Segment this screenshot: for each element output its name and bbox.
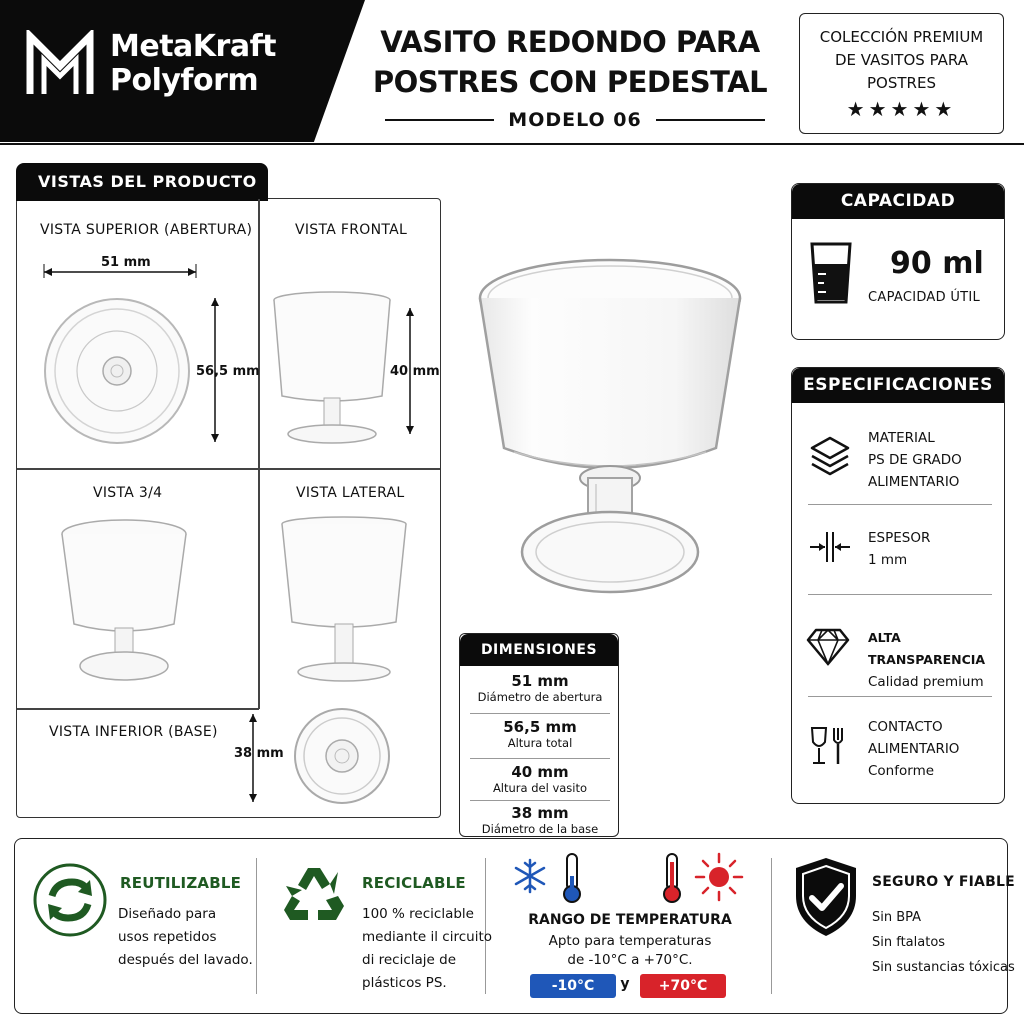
spec-transparency-title: ALTA TRANSPARENCIA <box>868 630 986 667</box>
collection-line3: POSTRES <box>867 74 936 92</box>
dimension-value: 40 mm <box>511 763 569 781</box>
top-view-height: 56,5 mm <box>196 364 260 379</box>
dimensions-header: DIMENSIONES <box>460 634 618 666</box>
model-label: MODELO 06 <box>508 109 642 131</box>
spec-thickness-title: ESPESOR <box>868 530 931 546</box>
divider <box>385 119 494 121</box>
front-view-height: 40 mm <box>390 364 440 379</box>
feature-safe-line2: Sin ftalatos <box>872 935 946 950</box>
feature-temperature-body <box>500 932 760 970</box>
feature-reusable-line3: después del lavado. <box>118 952 253 968</box>
snowflake-icon <box>512 858 548 894</box>
dimension-row <box>460 672 619 705</box>
feature-recyclable-line2: mediante il circuito <box>362 929 492 945</box>
title-line2: POSTRES CON PEDESTAL <box>372 65 768 99</box>
divider <box>470 713 610 714</box>
top-view-width: 51 mm <box>101 255 151 270</box>
bottom-view-dimension: 38 mm <box>234 746 284 761</box>
dimension-desc: Altura del vasito <box>492 781 588 795</box>
recycle-icon <box>280 860 350 932</box>
dimension-value: 38 mm <box>511 804 569 822</box>
min-temperature-badge: -10°C <box>530 974 616 998</box>
collection-badge <box>799 13 1004 134</box>
brand-logo-icon <box>26 30 94 98</box>
spec-material-line2: PS DE GRADO <box>868 452 962 468</box>
grid-divider <box>17 708 259 710</box>
measuring-cup-icon <box>808 240 854 306</box>
side-view-label: VISTA LATERAL <box>296 485 405 501</box>
three-quarter-view-image <box>58 516 190 686</box>
dimension-desc: Altura total <box>507 736 573 750</box>
dimension-value: 51 mm <box>511 672 569 690</box>
page-title <box>370 22 770 102</box>
feature-temperature-title: RANGO DE TEMPERATURA <box>528 912 732 928</box>
sun-icon <box>694 852 744 902</box>
grid-divider <box>258 199 260 709</box>
divider <box>808 594 992 595</box>
bottom-view-label: VISTA INFERIOR (BASE) <box>49 724 218 740</box>
model-row <box>385 106 765 134</box>
grid-divider <box>17 468 440 470</box>
feature-safe-line3: Sin sustancias tóxicas <box>872 960 1015 975</box>
spec-material-title: MATERIAL <box>868 430 935 446</box>
product-hero-image <box>474 252 746 598</box>
capacity-card <box>791 183 1005 340</box>
hot-thermometer-icon <box>660 852 684 904</box>
spec-thickness-value: 1 mm <box>868 552 908 568</box>
feature-safe-title: SEGURO Y FIABLE <box>872 874 1015 890</box>
top-view-label: VISTA SUPERIOR (ABERTURA) <box>40 222 253 238</box>
capacity-subtitle: CAPACIDAD ÚTIL <box>868 290 981 305</box>
max-temperature-badge: +70°C <box>640 974 726 998</box>
collection-line2: DE VASITOS PARA <box>835 51 968 69</box>
glass-fork-icon <box>808 724 852 768</box>
feature-reusable-line1: Diseñado para <box>118 906 217 922</box>
feature-reusable-body <box>118 903 253 972</box>
brand-name-line2: Polyform <box>110 63 259 98</box>
collection-line1: COLECCIÓN PREMIUM <box>819 28 984 46</box>
dimension-row <box>460 804 619 837</box>
feature-temperature-line1: Apto para temperaturas <box>548 933 712 949</box>
feature-recyclable-line1: 100 % reciclable <box>362 906 474 922</box>
dimension-desc: Diámetro de la base <box>481 822 599 836</box>
diamond-icon <box>806 626 850 666</box>
capacity-value: 90 ml <box>890 246 984 281</box>
product-views-header: VISTAS DEL PRODUCTO <box>16 163 268 201</box>
spec-transparency <box>868 627 1004 693</box>
feature-recyclable-line4: plásticos PS. <box>362 975 447 991</box>
three-quarter-view-label: VISTA 3/4 <box>93 485 163 501</box>
divider <box>256 858 257 994</box>
top-view-image <box>42 296 192 446</box>
feature-recyclable-title: RECICLABLE <box>362 874 466 892</box>
rating-stars: ★★★★★ <box>846 97 957 121</box>
capacity-header: CAPACIDAD <box>792 184 1004 219</box>
shield-check-icon <box>792 856 860 938</box>
dimension-row <box>460 763 619 796</box>
feature-recyclable-body <box>362 903 492 995</box>
spec-food-title: CONTACTO <box>868 719 943 735</box>
feature-safe-body <box>872 905 1015 980</box>
feature-temperature-line2: de -10°C a +70°C. <box>567 952 693 968</box>
layers-icon <box>808 434 852 480</box>
spec-thickness <box>868 527 930 571</box>
temperature-and: y <box>620 976 630 992</box>
divider <box>808 504 992 505</box>
header-divider <box>0 143 1024 145</box>
feature-recyclable-line3: di reciclaje de <box>362 952 457 968</box>
dimension-value: 56,5 mm <box>503 718 577 736</box>
feature-reusable-line2: usos repetidos <box>118 929 217 945</box>
divider <box>470 758 610 759</box>
specifications-header: ESPECIFICACIONES <box>792 368 1004 403</box>
feature-reusable-title: REUTILIZABLE <box>120 874 242 892</box>
spec-material <box>868 427 962 493</box>
divider <box>771 858 772 994</box>
brand-name <box>110 30 276 98</box>
spec-transparency-line2: Calidad premium <box>868 674 984 690</box>
front-view-label: VISTA FRONTAL <box>295 222 408 238</box>
spec-material-line3: ALIMENTARIO <box>868 474 960 490</box>
front-view-image <box>270 288 394 448</box>
divider <box>470 800 610 801</box>
divider <box>656 119 765 121</box>
spec-food-line3: Conforme <box>868 763 935 779</box>
dimension-row <box>460 718 619 751</box>
spec-food-contact <box>868 716 959 782</box>
divider <box>808 696 992 697</box>
side-view-image <box>278 514 410 684</box>
reuse-arrows-icon <box>32 862 108 938</box>
title-line1: VASITO REDONDO PARA <box>380 25 760 59</box>
dimensions-table <box>459 633 619 837</box>
thickness-icon <box>808 530 852 564</box>
brand-name-line1: MetaKraft <box>110 29 276 64</box>
bottom-view-image <box>292 706 392 806</box>
spec-food-line2: ALIMENTARIO <box>868 741 960 757</box>
feature-safe-line1: Sin BPA <box>872 910 922 925</box>
specifications-card <box>791 367 1005 804</box>
cold-thermometer-icon <box>560 852 584 904</box>
dimension-desc: Diámetro de abertura <box>477 690 603 704</box>
